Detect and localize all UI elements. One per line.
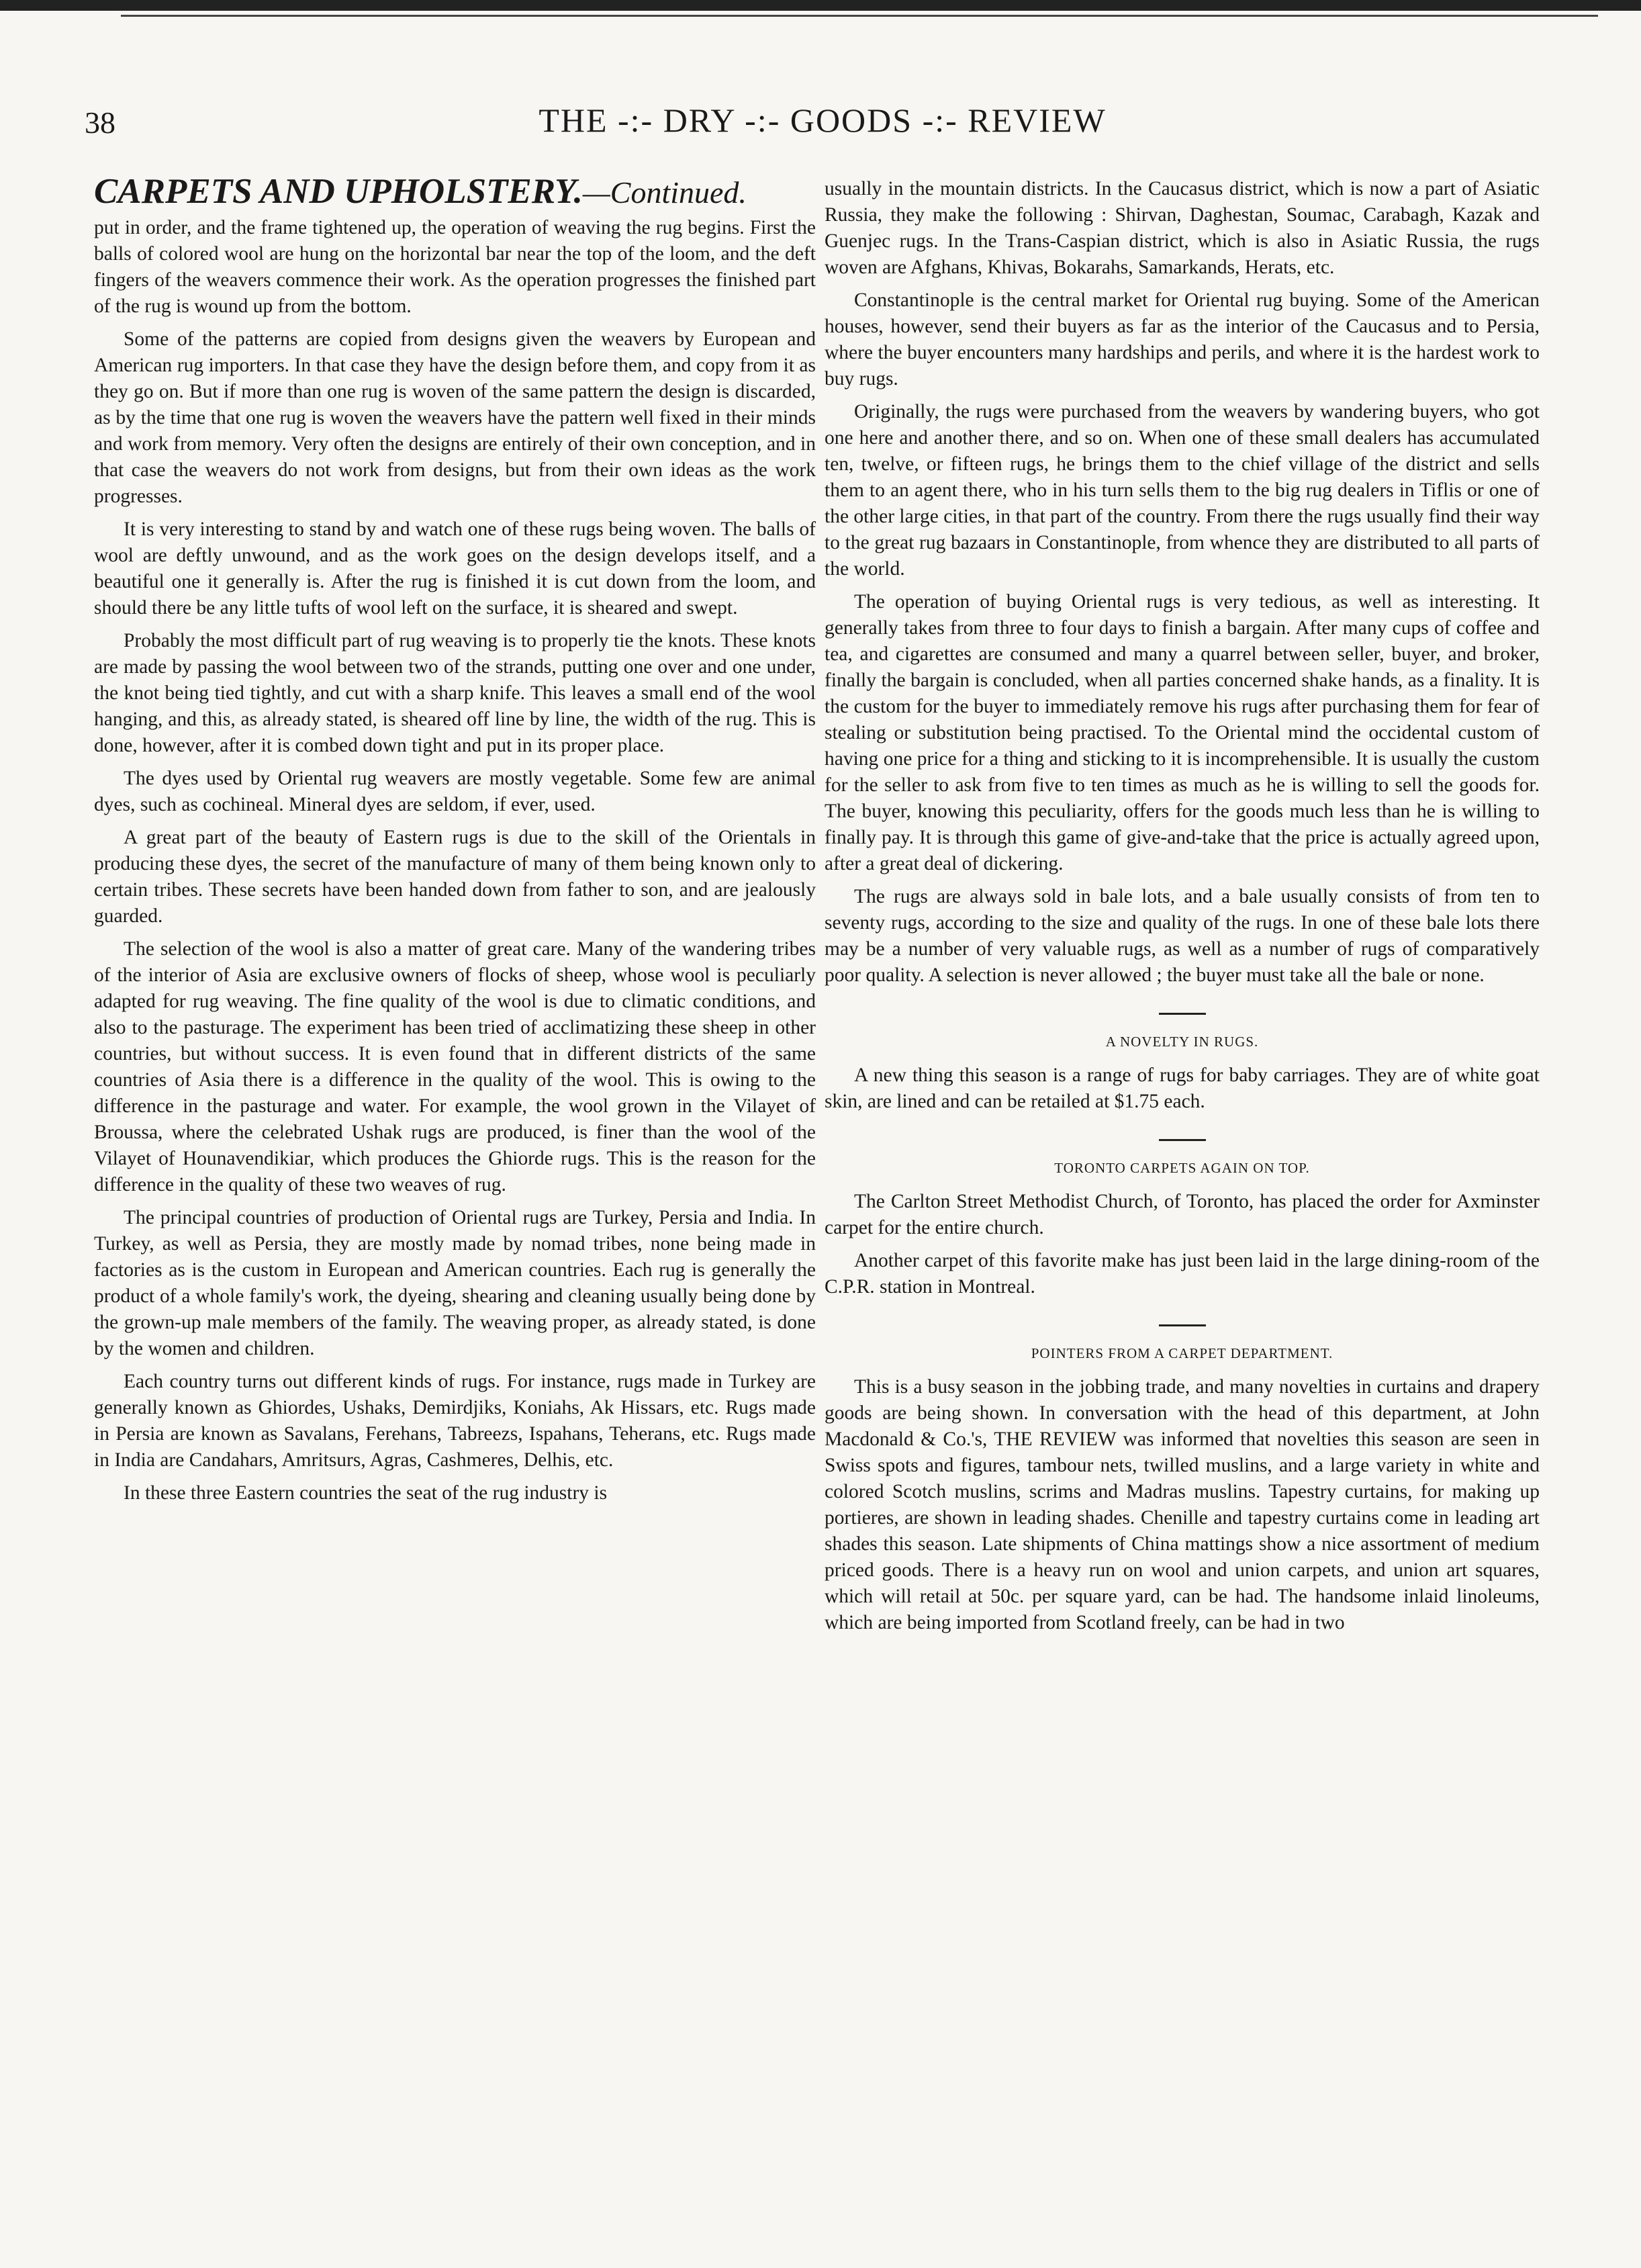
paragraph: usually in the mountain districts. In the Caucasus district, which is now a part of Asiatic Russia, they make the following : Shirvan, Daghestan, Soumac, Carabagh, Kazak and Guenjec rugs. In the Trans-Caspian district, which is also in Asiatic Russia, the rugs woven are Afghans, Khivas, Bokarahs, Samarkands, Herats, etc. bbox=[825, 178, 1540, 278]
paragraph: Another carpet of this favorite make has just been laid in the large dining-room of the C.P.R. station in Montreal. bbox=[825, 1250, 1540, 1298]
paragraph: A new thing this season is a range of rugs for baby carriages. They are of white goat skin, are lined and can be retailed at $1.75 each. bbox=[825, 1064, 1540, 1112]
paragraph: Each country turns out different kinds of rugs. For instance, rugs made in Turkey are generally known as Ghiordes, Ushaks, Demirdjiks, Koniahs, Ak Hissars, etc. Rugs made in Persia are known as Savalans, Ferehans, Tabreezs, Ispahans, Teherans, etc. Rugs made in India are Candahars, Amritsurs, Agras, Cashmeres, Delhis, etc. bbox=[94, 1371, 816, 1471]
paragraph: It is very interesting to stand by and watch one of these rugs being woven. The balls of wool are deftly unwound, and as the work goes on the design develops itself, and a beautiful one it generally is. After the rug is finished it is cut down from the loom, and should there be any little tufts of wool left on the surface, it is sheared and swept. bbox=[94, 518, 816, 619]
masthead-title: THE -:- DRY -:- GOODS -:- REVIEW bbox=[538, 101, 1107, 139]
paragraph: The selection of the wool is also a matter of great care. Many of the wandering tribes of the interior of Asia are exclusive owners of flocks of sheep, whose wool is peculiarly adapted for rug weaving. The fine quality of the wool is due to climatic conditions, and also to the pasturage. The experiment has been tried of acclimatizing these sheep in other countries, but without success. It is even found that in different districts of the same countries of Asia there is a difference in the quality of the wool. This is owing to the difference in the pasturage and water. For example, the wool grown in the Vilayet of Broussa, where the celebrated Ushak rugs are produced, is finer than the wool of the Vilayet of Hounavendikiar, which produces the Ghiorde rugs. This is the reason for the difference in the quality of these two weaves of rug. bbox=[94, 938, 816, 1196]
paragraph: The operation of buying Oriental rugs is very tedious, as well as interesting. It generally takes from three to four days to finish a bargain. After many cups of coffee and tea, and cigarettes are consumed and many a quarrel between seller, buyer, and broker, finally the bargain is concluded, when all parties concerned shake hands, as a finality. It is the custom for the buyer to immediately remove his rugs after purchasing them for fear of stealing or substitution being practised. To the Oriental mind the occidental custom of having one price for a thing and sticking to it is incomprehensible. It is usually the custom for the seller to ask from five to ten times as much as he is willing to sell the goods for. The buyer, knowing this peculiarity, offers for the goods much less than he is willing to finally pay. It is through this game of give-and-take that the price is actually agreed upon, after a great deal of dickering. bbox=[825, 591, 1540, 874]
left-column bbox=[94, 172, 816, 1506]
paragraph: Originally, the rugs were purchased from the weavers by wandering buyers, who got one here and another there, and so on. When one of these small dealers has accumulated ten, twelve, or fifteen rugs, he brings them to the chief village of the district and sells them to an agent there, who in his turn sells them to the big rug dealers in Tiflis or one of the other large cities, in that part of the country. From there the rugs usually find their way to the great rug bazaars in Constantinople, from whence they are distributed to all parts of the world. bbox=[825, 401, 1540, 580]
section-heading-text: CARPETS AND UPHOLSTERY. bbox=[94, 172, 583, 211]
subheading-novelty: A NOVELTY IN RUGS. bbox=[1105, 1034, 1259, 1050]
paragraph: Constantinople is the central market for Oriental rug buying. Some of the American houses, however, send their buyers as far as the interior of the Caucasus and to Persia, where the buyer encounters many hardships and perils, and where it is the hardest work to buy rugs. bbox=[825, 289, 1540, 390]
paragraph: Some of the patterns are copied from designs given the weavers by European and American rug importers. In that case they have the design before them, and copy from it as they go on. But if more than one rug is woven of the same pattern the design is discarded, as by the time that one rug is woven the weavers have the pattern well fixed in their minds and work from memory. Very often the designs are entirely of their own conception, and in that case the weavers do not work from designs, but from their own ideas as the work progresses. bbox=[94, 328, 816, 508]
right-column bbox=[825, 172, 1540, 1636]
paragraph: The principal countries of production of Oriental rugs are Turkey, Persia and India. In Turkey, as well as Persia, they are mostly made by nomad tribes, none being made in factories as is the custom in European and American countries. Each rug is generally the product of a whole family's work, the dyeing, shearing and cleaning usually being done by the grown-up male members of the family. The weaving proper, as already stated, is done by the women and children. bbox=[94, 1207, 816, 1360]
subheading-toronto: TORONTO CARPETS AGAIN ON TOP. bbox=[1054, 1160, 1310, 1176]
paragraph: A great part of the beauty of Eastern rugs is due to the skill of the Orientals in producing these dyes, the secret of the manufacture of many of them being known only to certain tribes. These secrets have been handed down from father to son, and are jealously guarded. bbox=[94, 827, 816, 927]
section-heading-continued: —Continued. bbox=[582, 175, 747, 210]
paragraph: put in order, and the frame tightened up, the operation of weaving the rug begins. First the balls of colored wool are hung on the horizontal bar near the top of the loom, and the deft fingers of the weavers commence their work. As the operation progresses the finished part of the rug is wound up from the bottom. bbox=[94, 217, 816, 318]
section-divider bbox=[1159, 1139, 1206, 1141]
paragraph: The Carlton Street Methodist Church, of Toronto, has placed the order for Axminster carpet for the entire church. bbox=[825, 1191, 1540, 1238]
page-number: 38 bbox=[85, 105, 115, 140]
section-divider bbox=[1159, 1324, 1206, 1326]
subheading-pointers: POINTERS FROM A CARPET DEPARTMENT. bbox=[1031, 1345, 1333, 1361]
top-border-rule bbox=[0, 0, 1641, 11]
paragraph: In these three Eastern countries the seat of the rug industry is bbox=[124, 1482, 608, 1504]
paragraph: The rugs are always sold in bale lots, and a bale usually consists of from ten to seventy rugs, according to the size and quality of the rugs. In one of these bale lots there may be a number of very valuable rugs, as well as a number of rugs of comparatively poor quality. A selection is never allowed ; the buyer must take all the bale or none. bbox=[825, 886, 1540, 986]
section-heading bbox=[94, 172, 816, 211]
section-divider bbox=[1159, 1013, 1206, 1015]
paragraph: This is a busy season in the jobbing trade, and many novelties in curtains and drapery goods are being shown. In conversation with the head of this department, at John Macdonald & Co.'s, THE REVIEW was informed that novelties this season are seen in Swiss spots and figures, tambour nets, twilled muslins, and a large variety in white and colored Scotch muslins, scrims and Madras muslins. Tapestry curtains, for making up portieres, are shown in leading shades. Chenille and tapestry curtains come in leading art shades this season. Late shipments of China mattings show a nice assortment of medium priced goods. There is a heavy run on wool and union carpets, and union art squares, which will retail at 50c. per square yard, can be had. The handsome inlaid linoleums, which are being imported from Scotland freely, can be had in two bbox=[825, 1376, 1540, 1633]
top-border-rule-thin bbox=[121, 15, 1598, 17]
paragraph: Probably the most difficult part of rug weaving is to properly tie the knots. These knots are made by passing the wool between two of the strands, putting one over and one under, the knot being tied tightly, and cut with a sharp knife. This leaves a small end of the wool hanging, and this, as already stated, is sheared off line by line, the width of the rug. This is done, however, after it is combed down tight and put in its proper place. bbox=[94, 630, 816, 757]
paragraph: The dyes used by Oriental rug weavers are mostly vegetable. Some few are animal dyes, such as cochineal. Mineral dyes are seldom, if ever, used. bbox=[94, 768, 816, 816]
